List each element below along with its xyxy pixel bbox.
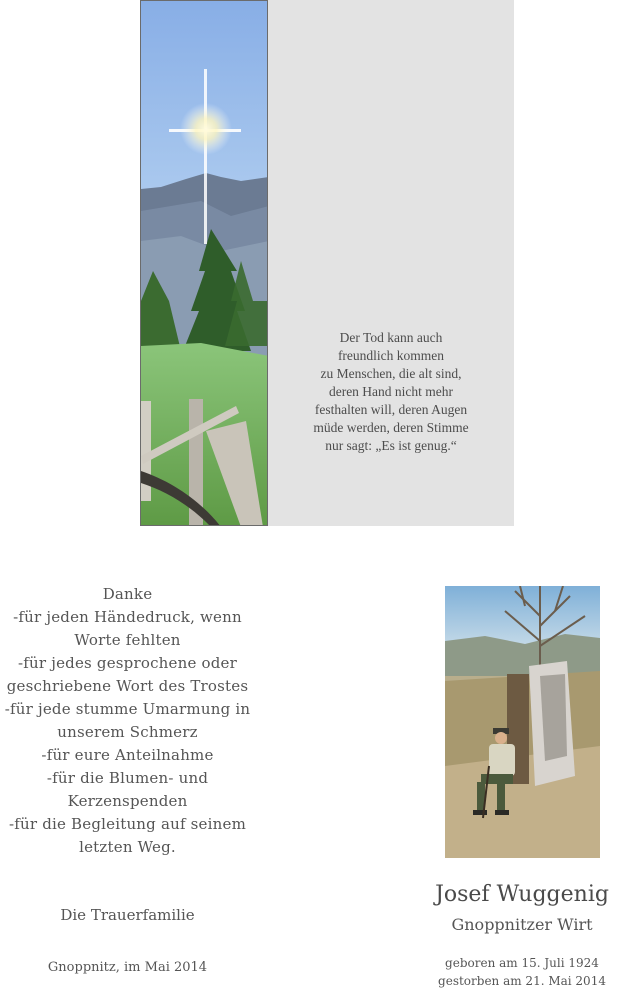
thanks-line: Worte fehlten	[74, 631, 181, 649]
quote-line: Der Tod kann auch	[339, 330, 443, 345]
thanks-line: letzten Weg.	[79, 838, 176, 856]
portrait-graphic	[445, 586, 600, 858]
thanks-line: -für eure Anteilnahme	[41, 746, 214, 764]
quote-line: festhalten will, deren Augen	[314, 402, 468, 417]
thanks-line: -für die Blumen- und	[46, 769, 209, 787]
quote-line: müde werden, deren Stimme	[313, 420, 469, 435]
death-date: gestorben am 21. Mai 2014	[438, 974, 606, 988]
quote-panel	[268, 0, 514, 526]
thanks-line: -für jeden Händedruck, wenn	[13, 608, 242, 626]
quote-line: nur sagt: „Es ist genug.“	[325, 438, 457, 453]
deceased-title: Gnoppnitzer Wirt	[451, 915, 593, 934]
quote-line: zu Menschen, die alt sind,	[320, 366, 462, 381]
thanks-line: unserem Schmerz	[57, 723, 198, 741]
signature: Die Trauerfamilie	[60, 906, 195, 924]
place-date: Gnoppnitz, im Mai 2014	[47, 960, 208, 975]
thanks-line: geschriebene Wort des Trostes	[6, 677, 249, 695]
thanks-line: Kerzenspenden	[67, 792, 188, 810]
mountain-landscape-graphic	[141, 1, 268, 526]
thanks-line: -für die Begleitung auf seinem	[8, 815, 246, 833]
mountain-meadow-cross-image	[140, 0, 268, 526]
quote-line: freundlich kommen	[337, 348, 445, 363]
thanks-line: -für jede stumme Umarmung in	[4, 700, 251, 718]
birth-date: geboren am 15. Juli 1924	[445, 956, 599, 970]
thanks-heading: Danke	[102, 585, 153, 603]
portrait-photo-old-man	[445, 586, 600, 858]
quote-line: deren Hand nicht mehr	[328, 384, 454, 399]
deceased-name: Josef Wuggenig	[435, 882, 609, 907]
thanks-line: -für jedes gesprochene oder	[18, 654, 237, 672]
